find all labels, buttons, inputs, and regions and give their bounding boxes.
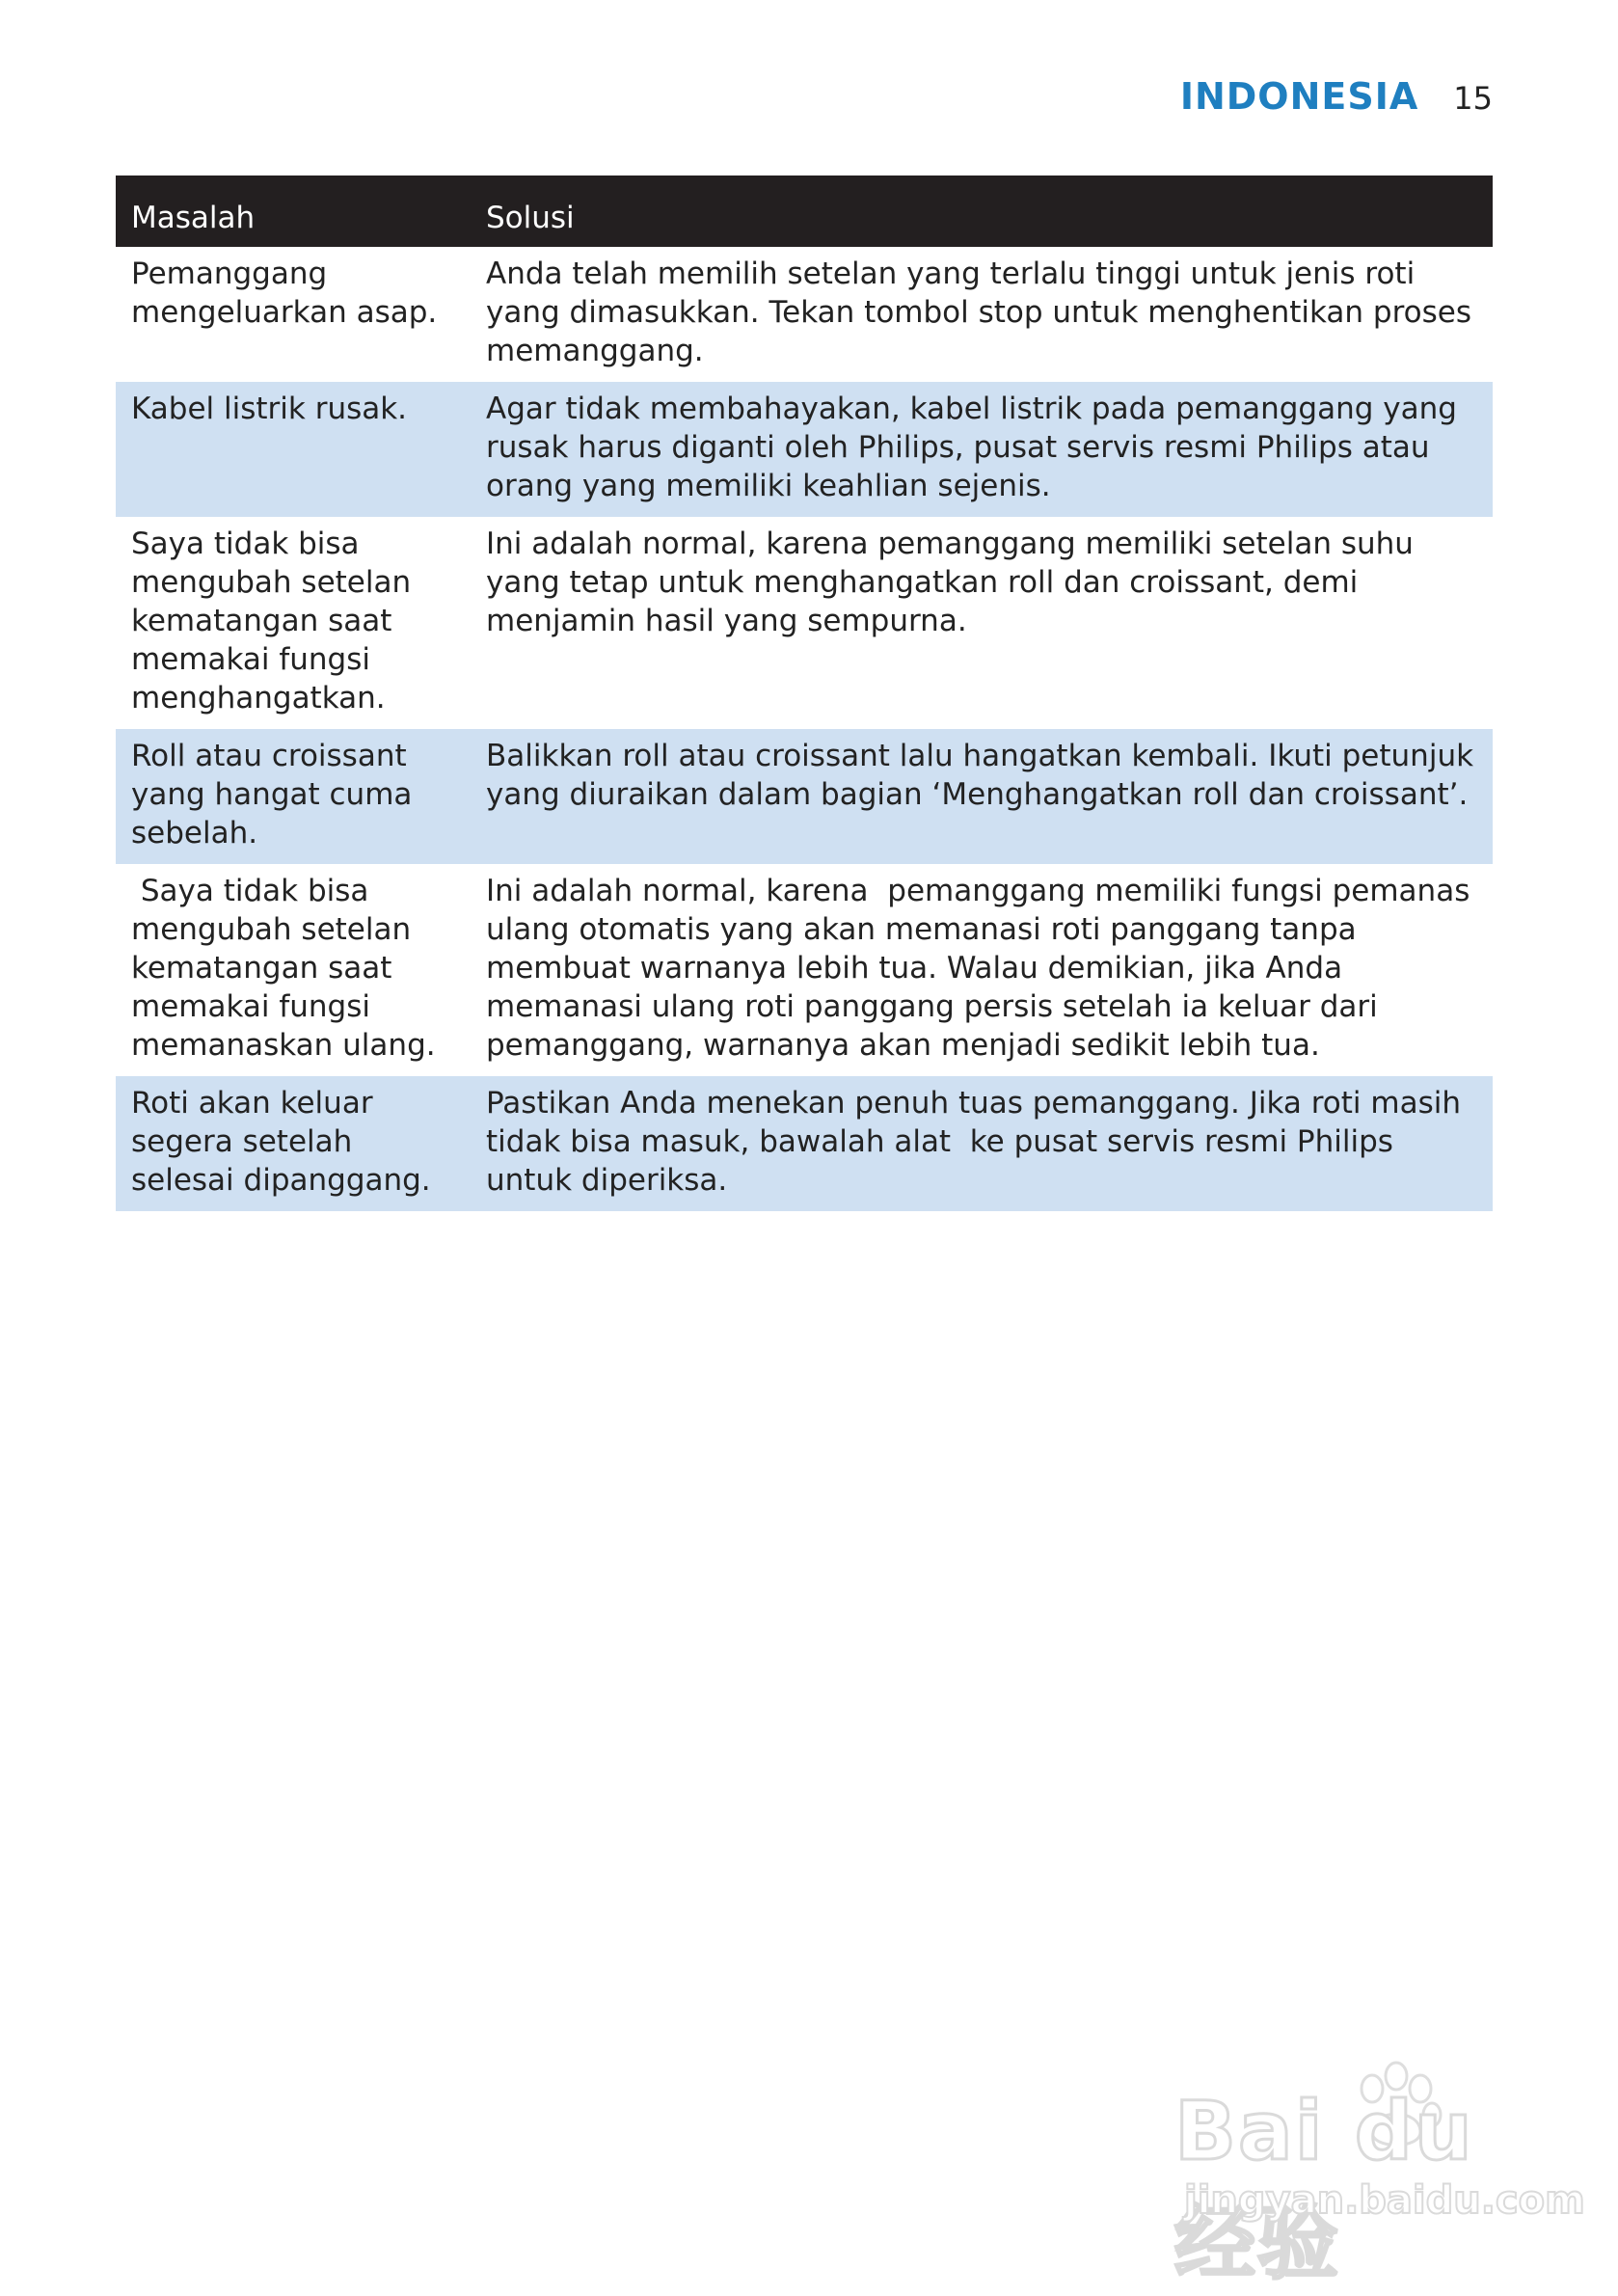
- problem-cell: Roti akan keluar segera setelah selesai dipanggang.: [116, 1076, 471, 1211]
- solution-cell: Pastikan Anda menekan penuh tuas pemanggang. Jika roti masih tidak bisa masuk, bawalah alat ke pusat servis resmi Philips untuk diperiksa.: [471, 1076, 1493, 1211]
- column-header-problem: Masalah: [116, 176, 471, 247]
- language-title: INDONESIA: [1179, 75, 1419, 118]
- table-row: [116, 517, 1493, 729]
- problem-cell: Roll atau croissant yang hangat cuma sebelah.: [116, 729, 471, 864]
- page-number: 15: [1453, 80, 1493, 117]
- solution-cell: Ini adalah normal, karena pemanggang memiliki setelan suhu yang tetap untuk menghangatkan roll dan croissant, demi menjamin hasil yang sempurna.: [486, 527, 1414, 638]
- table-row: [116, 247, 1493, 382]
- table-header-row: [116, 176, 1493, 247]
- table-row: [116, 1076, 1493, 1211]
- solution-cell: Ini adalah normal, karena pemanggang memiliki fungsi pemanas ulang otomatis yang akan memanasi roti panggang tanpa membuat warnanya lebih tua. Walau demikian, jika Anda memanasi ulang roti panggang persis setelah ia keluar dari pemanggang, warnanya akan menjadi sedikit lebih tua.: [486, 874, 1480, 1063]
- solution-cell: Balikkan roll atau croissant lalu hangatkan kembali. Ikuti petunjuk yang diuraikan dalam bagian ‘Menghangatkan roll dan croissant’.: [471, 729, 1493, 864]
- column-header-solution: Solusi: [471, 176, 1493, 247]
- troubleshooting-table: [116, 176, 1493, 1211]
- table-row: [116, 729, 1493, 864]
- solution-cell: Anda telah memilih setelan yang terlalu tinggi untuk jenis roti yang dimasukkan. Tekan tombol stop untuk menghentikan proses memanggang.: [486, 257, 1472, 368]
- problem-cell: Pemanggang mengeluarkan asap.: [131, 257, 438, 330]
- baidu-watermark: [1174, 2055, 1585, 2290]
- watermark-brand: Bai du 经验: [1174, 2084, 1474, 2290]
- problem-cell: Saya tidak bisa mengubah setelan kematangan saat memakai fungsi memanaskan ulang.: [131, 874, 436, 1063]
- table-row: [116, 382, 1493, 517]
- solution-cell: Agar tidak membahayakan, kabel listrik pada pemanggang yang rusak harus diganti oleh Philips, pusat servis resmi Philips atau orang yang memiliki keahlian sejenis.: [471, 382, 1493, 517]
- problem-cell: Saya tidak bisa mengubah setelan kematangan saat memakai fungsi menghangatkan.: [131, 527, 412, 716]
- problem-cell: Kabel listrik rusak.: [116, 382, 471, 517]
- table-row: [116, 864, 1493, 1076]
- watermark-url: jingyan.baidu.com: [1184, 2178, 1585, 2223]
- page-header: [1180, 75, 1493, 118]
